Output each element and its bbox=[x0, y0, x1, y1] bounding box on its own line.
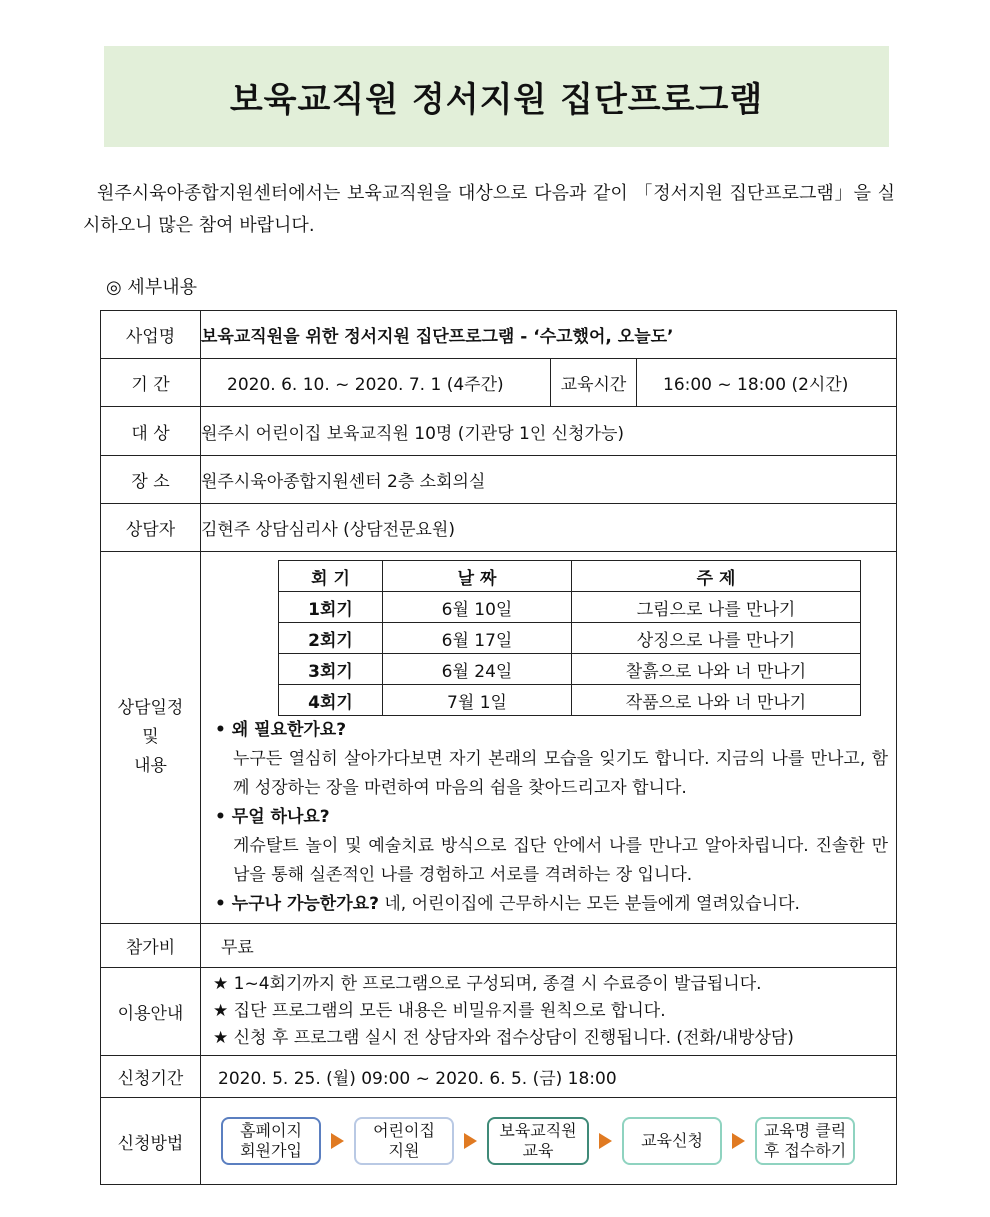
who-body: 네, 어린이집에 근무하시는 모든 분들에게 열려있습니다. bbox=[378, 894, 800, 914]
counselor-label: 상담자 bbox=[101, 504, 201, 552]
apply-method-cell bbox=[201, 1098, 897, 1185]
page-title: 보육교직원 정서지원 집단프로그램 bbox=[229, 80, 764, 120]
program-description bbox=[201, 716, 896, 919]
schedule-topic: 작품으로 나와 너 만나기 bbox=[572, 685, 861, 716]
table-row bbox=[101, 456, 897, 504]
time-value: 16:00 ~ 18:00 (2시간) bbox=[663, 375, 849, 395]
apply-steps bbox=[201, 1098, 896, 1184]
schedule-date: 7월 1일 bbox=[383, 685, 572, 716]
schedule-topic: 찰흙으로 나와 너 만나기 bbox=[572, 654, 861, 685]
section-label: ◎ 세부내용 bbox=[106, 277, 197, 298]
step-course-apply: 교육신청 bbox=[622, 1117, 722, 1165]
schedule-topic: 상징으로 나를 만나기 bbox=[572, 623, 861, 654]
details-table bbox=[100, 310, 897, 1185]
apply-period-label: 신청기간 bbox=[101, 1056, 201, 1098]
arrow-icon bbox=[464, 1133, 477, 1149]
apply-method-label: 신청방법 bbox=[101, 1098, 201, 1185]
what-heading: • 무얼 하나요? bbox=[215, 807, 330, 827]
what-body: 게슈탈트 놀이 및 예술치료 방식으로 집단 안에서 나를 만나고 알아차립니다. 진솔한 만남을 통해 실존적인 나를 경험하고 서로를 격려하는 장 입니다. bbox=[233, 836, 888, 885]
table-row bbox=[101, 1056, 897, 1098]
table-row bbox=[101, 552, 897, 924]
table-row bbox=[101, 359, 897, 407]
title-banner bbox=[104, 46, 889, 147]
period-label: 기 간 bbox=[101, 359, 201, 407]
schedule-row bbox=[279, 654, 861, 685]
fee-value: 무료 bbox=[201, 924, 897, 968]
why-heading: • 왜 필요한가요? bbox=[215, 720, 347, 740]
guide-notes bbox=[201, 968, 896, 1055]
schedule-label: 상담일정 및 내용 bbox=[101, 552, 201, 924]
arrow-icon bbox=[599, 1133, 612, 1149]
schedule-row bbox=[279, 592, 861, 623]
table-row bbox=[101, 407, 897, 456]
counselor-value: 김현주 상담심리사 (상담전문요원) bbox=[201, 504, 897, 552]
program-label: 사업명 bbox=[101, 311, 201, 359]
who-line bbox=[215, 890, 888, 919]
schedule-header-date: 날 짜 bbox=[383, 561, 572, 592]
guide-note: ★ 집단 프로그램의 모든 내용은 비밀유지를 원칙으로 합니다. bbox=[213, 1001, 666, 1021]
period-cell bbox=[201, 359, 897, 407]
arrow-icon bbox=[732, 1133, 745, 1149]
table-row bbox=[101, 968, 897, 1056]
schedule-cell bbox=[201, 552, 897, 924]
time-label: 교육시간 bbox=[551, 359, 637, 406]
step-staff-education: 보육교직원 교육 bbox=[487, 1117, 589, 1165]
place-value: 원주시육아종합지원센터 2층 소회의실 bbox=[201, 456, 897, 504]
schedule-session: 1회기 bbox=[279, 592, 383, 623]
step-click-submit: 교육명 클릭 후 접수하기 bbox=[755, 1117, 855, 1165]
who-heading: • 누구나 가능한가요? bbox=[215, 894, 379, 914]
schedule-topic: 그림으로 나를 만나기 bbox=[572, 592, 861, 623]
table-row bbox=[101, 924, 897, 968]
table-row bbox=[101, 1098, 897, 1185]
schedule-date: 6월 24일 bbox=[383, 654, 572, 685]
fee-label: 참가비 bbox=[101, 924, 201, 968]
schedule-session: 2회기 bbox=[279, 623, 383, 654]
step-daycare-support: 어린이집 지원 bbox=[354, 1117, 454, 1165]
apply-period-value: 2020. 5. 25. (월) 09:00 ~ 2020. 6. 5. (금) 18:00 bbox=[201, 1056, 897, 1098]
guide-label: 이용안내 bbox=[101, 968, 201, 1056]
target-value: 원주시 어린이집 보육교직원 10명 (기관당 1인 신청가능) bbox=[201, 407, 897, 456]
program-value: 보육교직원을 위한 정서지원 집단프로그램 - ‘수고했어, 오늘도’ bbox=[201, 311, 897, 359]
table-row bbox=[101, 311, 897, 359]
schedule-header-session: 회 기 bbox=[279, 561, 383, 592]
schedule-header-topic: 주 제 bbox=[572, 561, 861, 592]
schedule-session: 3회기 bbox=[279, 654, 383, 685]
place-label: 장 소 bbox=[101, 456, 201, 504]
schedule-row bbox=[279, 623, 861, 654]
target-label: 대 상 bbox=[101, 407, 201, 456]
intro-paragraph: 원주시육아종합지원센터에서는 보육교직원을 대상으로 다음과 같이 「정서지원 집단프로그램」을 실시하오니 많은 참여 바랍니다. bbox=[83, 183, 895, 236]
schedule-header-row bbox=[279, 561, 861, 592]
step-signup: 홈페이지 회원가입 bbox=[221, 1117, 321, 1165]
guide-cell bbox=[201, 968, 897, 1056]
schedule-table bbox=[278, 560, 861, 716]
guide-note: ★ 1~4회기까지 한 프로그램으로 구성되며, 종결 시 수료증이 발급됩니다. bbox=[213, 974, 762, 994]
schedule-row bbox=[279, 685, 861, 716]
schedule-date: 6월 17일 bbox=[383, 623, 572, 654]
table-row bbox=[101, 504, 897, 552]
arrow-icon bbox=[331, 1133, 344, 1149]
period-value: 2020. 6. 10. ~ 2020. 7. 1 (4주간) bbox=[201, 359, 551, 406]
guide-note: ★ 신청 후 프로그램 실시 전 상담자와 접수상담이 진행됩니다. (전화/내방상담) bbox=[213, 1028, 794, 1048]
schedule-date: 6월 10일 bbox=[383, 592, 572, 623]
schedule-session: 4회기 bbox=[279, 685, 383, 716]
why-body: 누구든 열심히 살아가다보면 자기 본래의 모습을 잊기도 합니다. 지금의 나를 만나고, 함께 성장하는 장을 마련하여 마음의 쉼을 찾아드리고자 합니다. bbox=[233, 749, 888, 798]
